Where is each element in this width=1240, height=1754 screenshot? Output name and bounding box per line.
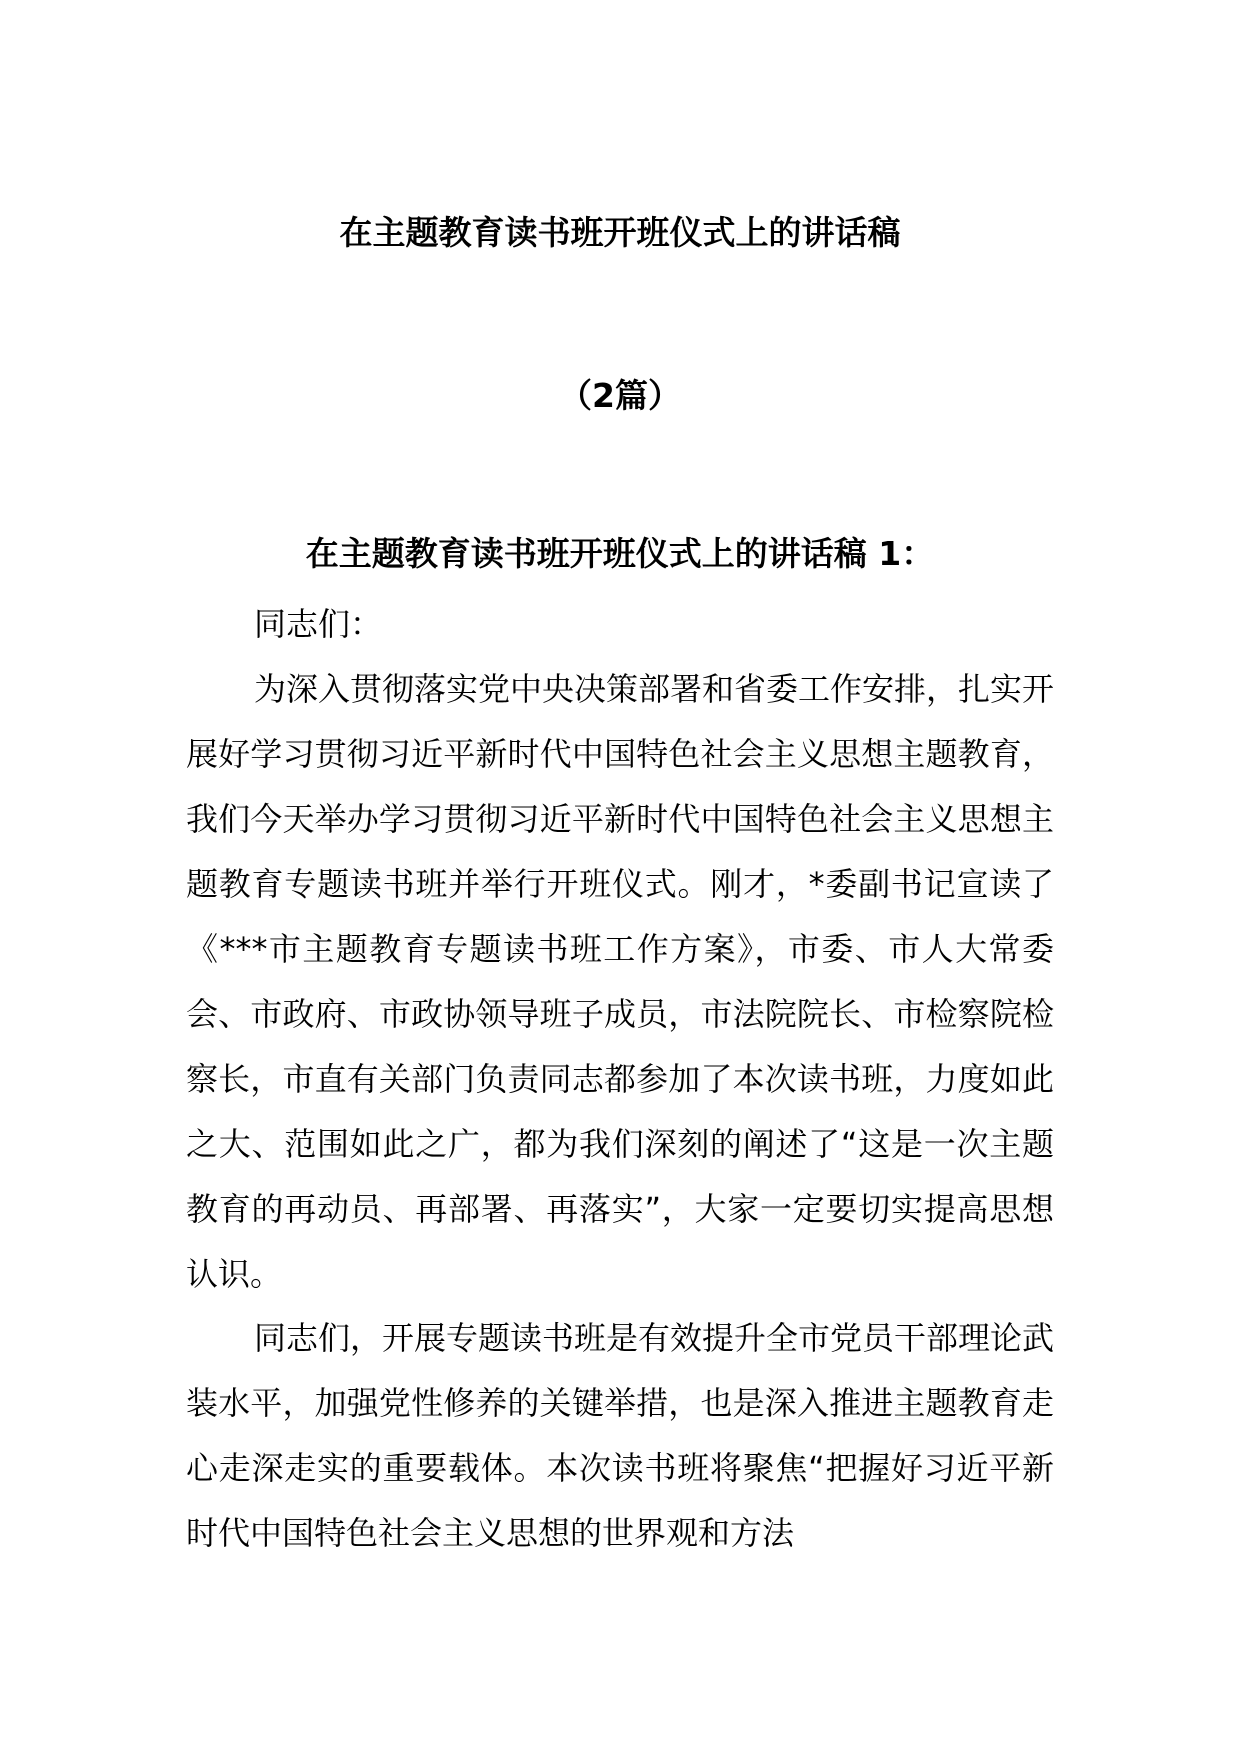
salutation: 同志们：: [254, 605, 383, 643]
document-title: 在主题教育读书班开班仪式上的讲话稿: [339, 213, 901, 252]
document-subtitle: （2篇）: [559, 376, 681, 415]
body-paragraph: 同志们，开展专题读书班是有效提升全市党员干部理论武装水平，加强党性修养的关键举措，也是深入推进主题教育走心走深走实的重要载体。本次读书班将聚焦“把握好习近平新时代中国特色社会主义思想的世界观和方法: [186, 1319, 1055, 1552]
section-heading: 在主题教育读书班开班仪式上的讲话稿 1：: [305, 534, 935, 573]
body-paragraph: 为深入贯彻落实党中央决策部署和省委工作安排，扎实开展好学习贯彻习近平新时代中国特色社会主义思想主题教育，我们今天举办学习贯彻习近平新时代中国特色社会主义思想主题教育专题读书班并举行开班仪式。刚才，*委副书记宣读了《***市主题教育专题读书班工作方案》，市委、市人大常委会、市政府、市政协领导班子成员，市法院院长、市检察院检察长，市直有关部门负责同志都参加了本次读书班，力度如此之大、范围如此之广，都为我们深刻的阐述了“这是一次主题教育的再动员、再部署、再落实”，大家一定要切实提高思想认识。: [186, 670, 1055, 1293]
